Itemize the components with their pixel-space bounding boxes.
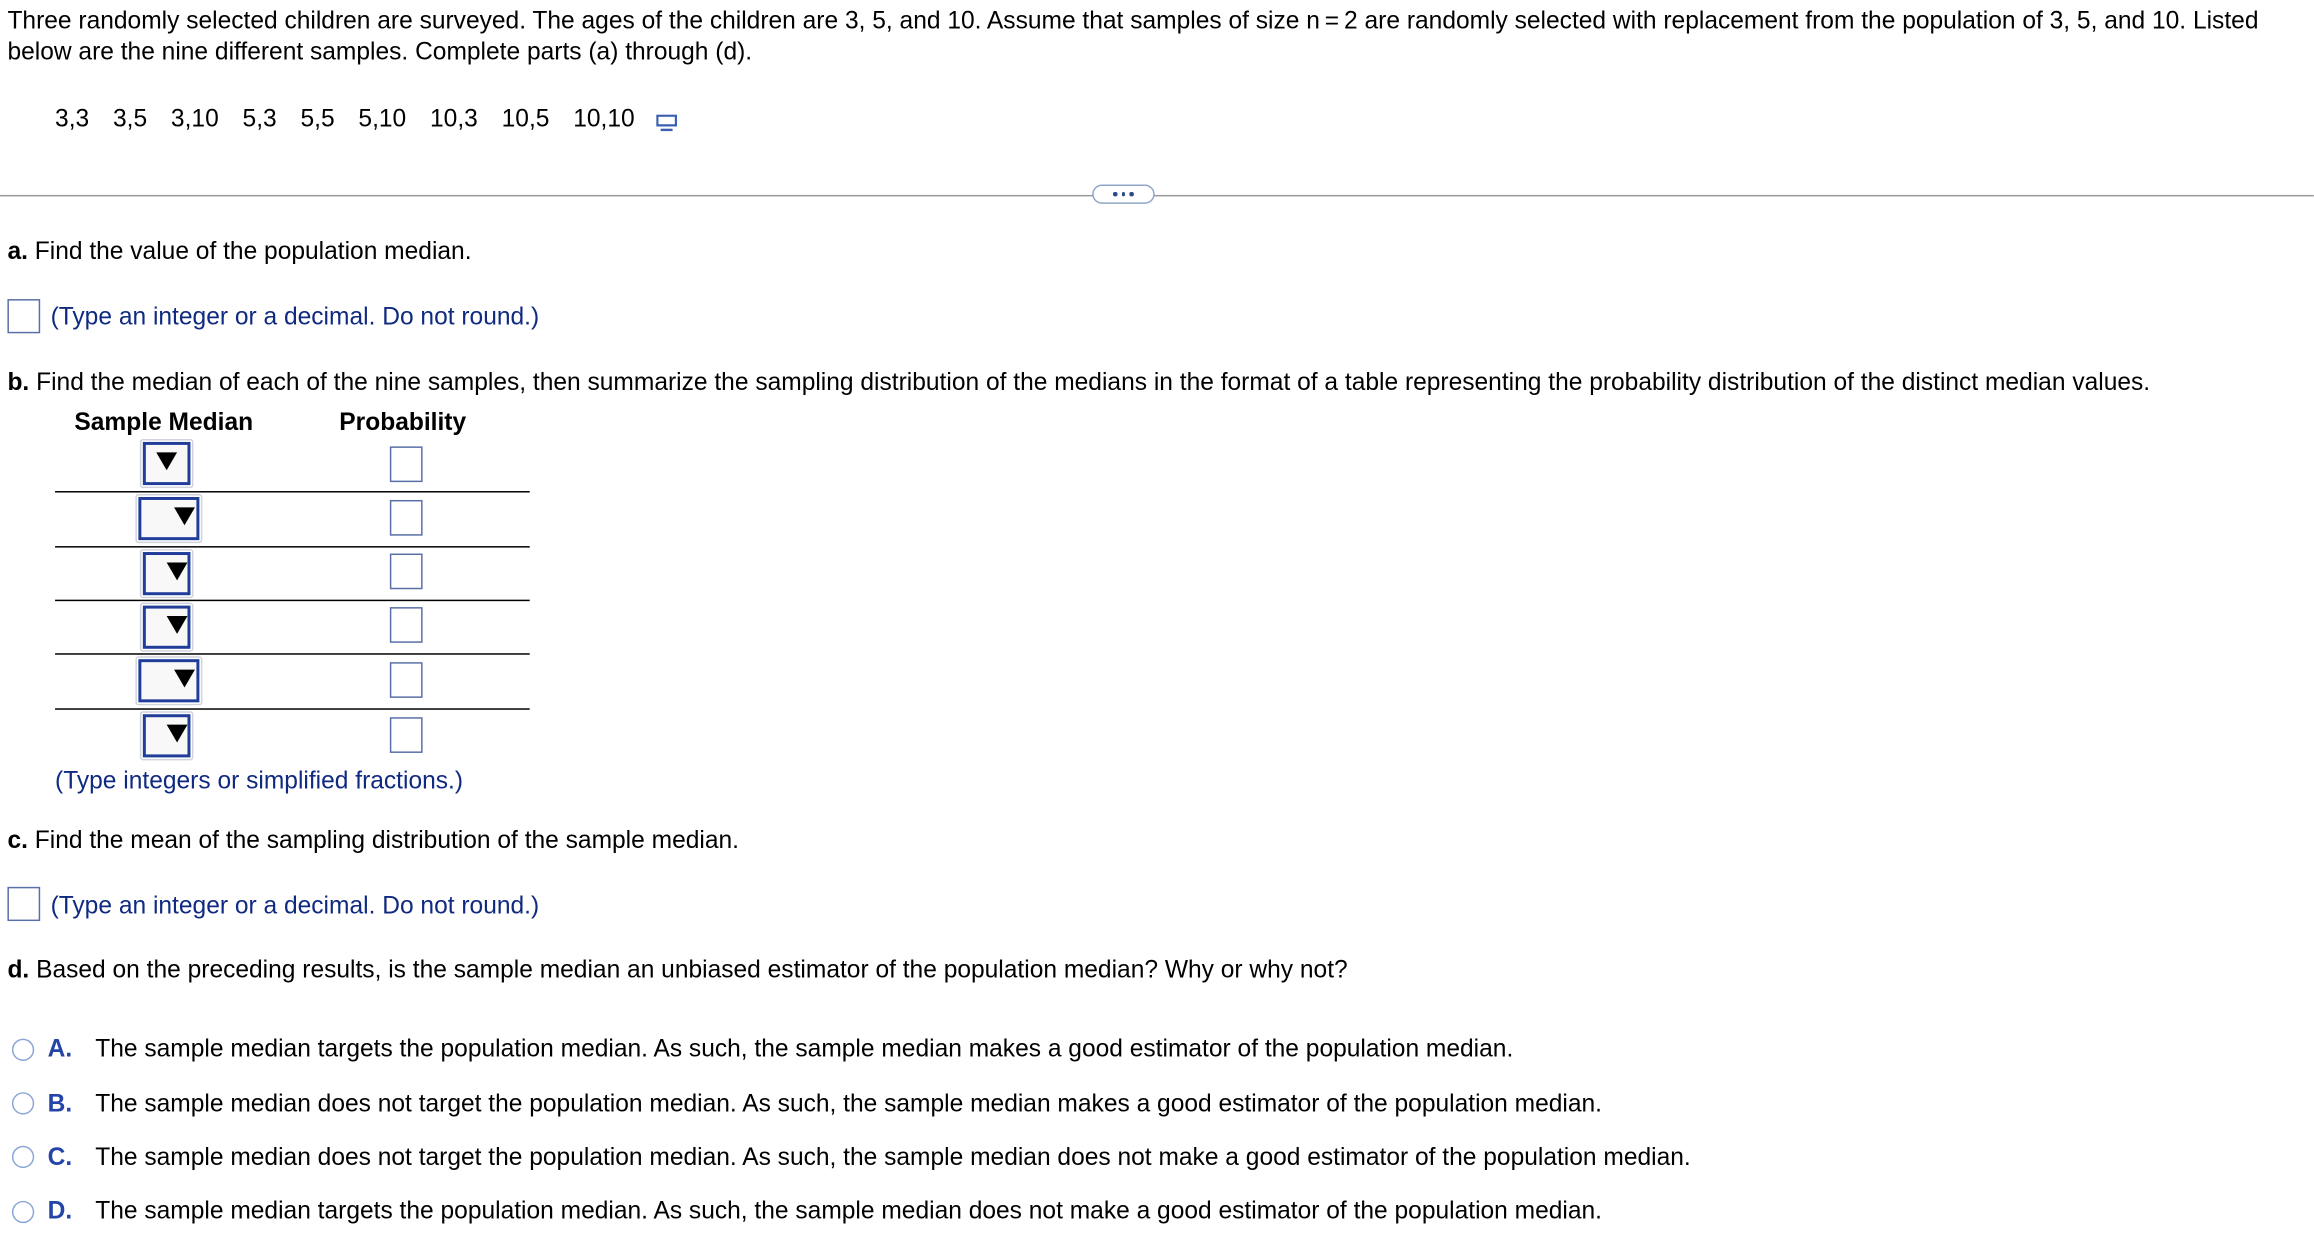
part-c-label: c. <box>7 827 28 855</box>
part-a-label: a. <box>7 238 28 265</box>
ellipsis-icon <box>1113 192 1117 196</box>
expand-more-button[interactable] <box>1092 185 1154 204</box>
part-a-hint: (Type an integer or a decimal. Do not round.) <box>50 303 540 331</box>
probability-input[interactable] <box>390 446 423 482</box>
sample-item: 3,5 <box>112 105 148 133</box>
option-c-radio[interactable] <box>12 1146 34 1168</box>
sample-item: 5,10 <box>358 105 407 133</box>
sample-median-dropdown[interactable] <box>140 549 194 598</box>
part-a-text: Find the value of the population median. <box>27 238 472 265</box>
option-b-radio[interactable] <box>12 1092 34 1114</box>
probability-input[interactable] <box>390 607 423 643</box>
part-a-question <box>7 238 471 266</box>
ellipsis-icon <box>1130 192 1134 196</box>
part-c-question <box>7 827 739 855</box>
sample-median-dropdown[interactable] <box>140 711 194 760</box>
triangle-down-icon <box>167 725 188 743</box>
sample-item: 10,3 <box>430 105 478 133</box>
sample-median-dropdown[interactable] <box>135 494 202 543</box>
part-c-text: Find the mean of the sampling distribution of the sample median. <box>27 827 739 855</box>
table-row-divider <box>55 708 530 709</box>
table-row-divider <box>55 653 530 654</box>
probability-input[interactable] <box>390 717 423 753</box>
section-divider <box>0 195 2314 196</box>
option-b-text: The sample median does not target the population median. As such, the sample median makes a good estimator of the population median. <box>95 1090 1603 1118</box>
sample-list <box>55 106 676 134</box>
sample-item: 3,10 <box>170 105 219 133</box>
triangle-down-icon <box>174 507 195 525</box>
sample-median-dropdown[interactable] <box>140 603 194 652</box>
probability-input[interactable] <box>390 500 423 536</box>
option-b-letter: B. <box>47 1090 73 1118</box>
column-header-probability: Probability <box>339 409 467 436</box>
option-c-letter: C. <box>47 1144 73 1172</box>
table-row-divider <box>55 600 530 601</box>
triangle-down-icon <box>167 562 188 580</box>
copy-icon[interactable] <box>656 114 677 132</box>
option-d-radio[interactable] <box>12 1201 34 1223</box>
sample-item: 3,3 <box>55 105 90 133</box>
part-d-text: Based on the preceding results, is the sample median an unbiased estimator of the population median? Why or why not? <box>29 956 1348 984</box>
option-d-text: The sample median targets the population median. As such, the sample median does not make a good estimator of the population median. <box>95 1197 1603 1225</box>
option-d-letter: D. <box>47 1197 73 1225</box>
sample-item: 5,3 <box>242 105 277 133</box>
part-a-answer-input[interactable] <box>7 299 40 333</box>
part-d-label: d. <box>7 956 30 984</box>
column-header-sample-median: Sample Median <box>74 409 254 436</box>
sample-median-dropdown[interactable] <box>140 439 194 488</box>
triangle-down-icon <box>156 452 177 470</box>
triangle-down-icon <box>174 670 195 688</box>
part-b-question <box>7 369 2150 397</box>
ellipsis-icon <box>1122 192 1126 196</box>
part-c-hint: (Type an integer or a decimal. Do not round.) <box>50 892 540 920</box>
option-a-letter: A. <box>47 1035 73 1063</box>
option-c-text: The sample median does not target the population median. As such, the sample median does not make a good estimator of the population median. <box>95 1144 1691 1172</box>
table-row-divider <box>55 546 530 547</box>
part-d-question <box>7 957 1347 985</box>
sample-item: 10,5 <box>501 105 550 133</box>
problem-statement: Three randomly selected children are surveyed. The ages of the children are 3, 5, and 10. Assume that samples of size n = 2 are randomly selected with replacement from the population of 3, 5, and 10. Listed below are the nine different samples. Complete parts (a) through (d). <box>7 7 2259 66</box>
option-a-radio[interactable] <box>12 1039 34 1061</box>
probability-input[interactable] <box>390 662 423 698</box>
sample-item: 5,5 <box>300 105 335 133</box>
option-a-text: The sample median targets the population median. As such, the sample median makes a good estimator of the population median. <box>95 1035 1514 1063</box>
part-b-hint: (Type integers or simplified fractions.) <box>55 767 464 795</box>
probability-input[interactable] <box>390 554 423 590</box>
triangle-down-icon <box>167 616 188 634</box>
sample-item: 10,10 <box>573 105 635 133</box>
part-c-answer-input[interactable] <box>7 887 40 921</box>
table-row-divider <box>55 491 530 492</box>
sample-median-dropdown[interactable] <box>135 656 202 705</box>
part-b-label: b. <box>7 369 30 396</box>
part-b-text: Find the median of each of the nine samples, then summarize the sampling distribution of the medians in the format of a table representing the probability distribution of the distinct median values. <box>29 369 2151 396</box>
